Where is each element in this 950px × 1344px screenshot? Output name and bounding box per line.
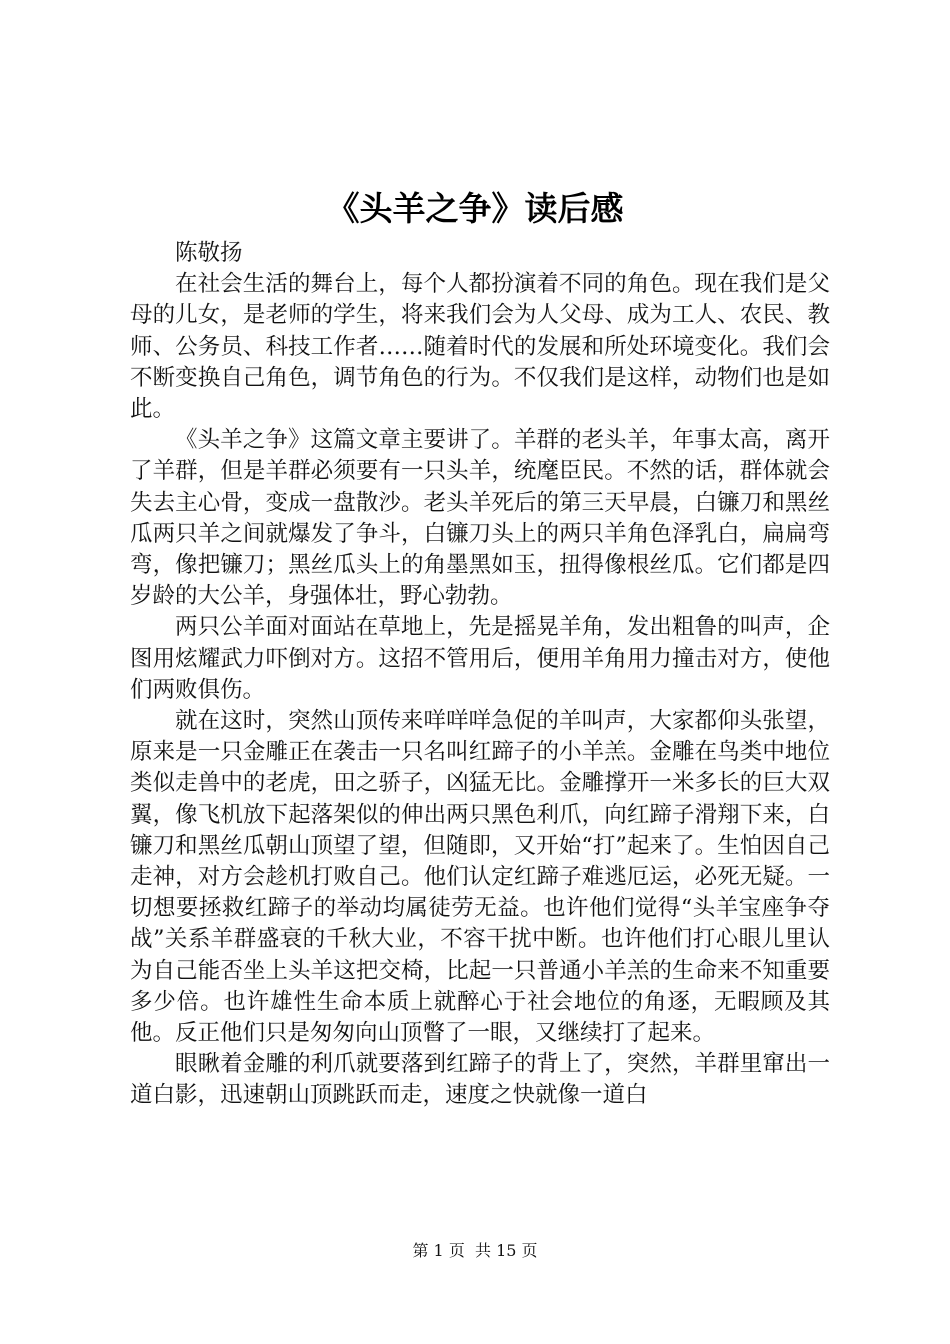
paragraph-1: 在社会生活的舞台上，每个人都扮演着不同的角色。现在我们是父母的儿女，是老师的学生，将来我们会为人父母、成为工人、农民、教师、公务员、科技工作者……随着时代的发展和所处环境变化。我们会不断变换自己角色，调节角色的行为。不仅我们是这样，动物们也是如此。: [130, 271, 830, 423]
author-name: 陈敬扬: [175, 240, 243, 266]
document-body: [130, 238, 830, 1112]
document-title: 《头羊之争》读后感: [326, 189, 624, 228]
paragraph-3: 两只公羊面对面站在草地上，先是摇晃羊角，发出粗鲁的叫声，企图用炫耀武力吓倒对方。这招不管用后，便用羊角用力撞击对方，使他们两败俱伤。: [130, 614, 830, 703]
paragraph-5: 眼瞅着金雕的利爪就要落到红蹄子的背上了，突然，羊群里窜出一道白影，迅速朝山顶跳跃而走，速度之快就像一道白: [130, 1051, 830, 1109]
page-footer: 第 1 页 共 15 页: [412, 1241, 538, 1260]
paragraph-4: 就在这时，突然山顶传来咩咩咩急促的羊叫声，大家都仰头张望，原来是一只金雕正在袭击一只名叫红蹄子的小羊羔。金雕在鸟类中地位类似走兽中的老虎，田之骄子，凶猛无比。金雕撑开一米多长的巨大双翼，像飞机放下起落架似的伸出两只黑色利爪，向红蹄子滑翔下来，白镰刀和黑丝瓜朝山顶望了望，但随即，又开始“打”起来了。生怕因自己走神，对方会趁机打败自己。他们认定红蹄子难逃厄运，必死无疑。一切想要拯救红蹄子的举动均属徒劳无益。也许他们觉得“头羊宝座争夺战”关系羊群盛衰的千秋大业，不容干扰中断。也许他们打心眼儿里认为自己能否坐上头羊这把交椅，比起一只普通小羊羔的生命来不知重要多少倍。也许雄性生命本质上就醉心于社会地位的角逐，无暇顾及其他。反正他们只是匆匆向山顶瞥了一眼，又继续打了起来。: [130, 708, 830, 1047]
paragraph-2: 《头羊之争》这篇文章主要讲了。羊群的老头羊，年事太高，离开了羊群，但是羊群必须要有一只头羊，统麾臣民。不然的话，群体就会失去主心骨，变成一盘散沙。老头羊死后的第三天早晨，白镰刀和黑丝瓜两只羊之间就爆发了争斗，白镰刀头上的两只羊角色泽乳白，扁扁弯弯，像把镰刀；黑丝瓜头上的角墨黑如玉，扭得像根丝瓜。它们都是四岁龄的大公羊，身强体壮，野心勃勃。: [130, 427, 830, 610]
